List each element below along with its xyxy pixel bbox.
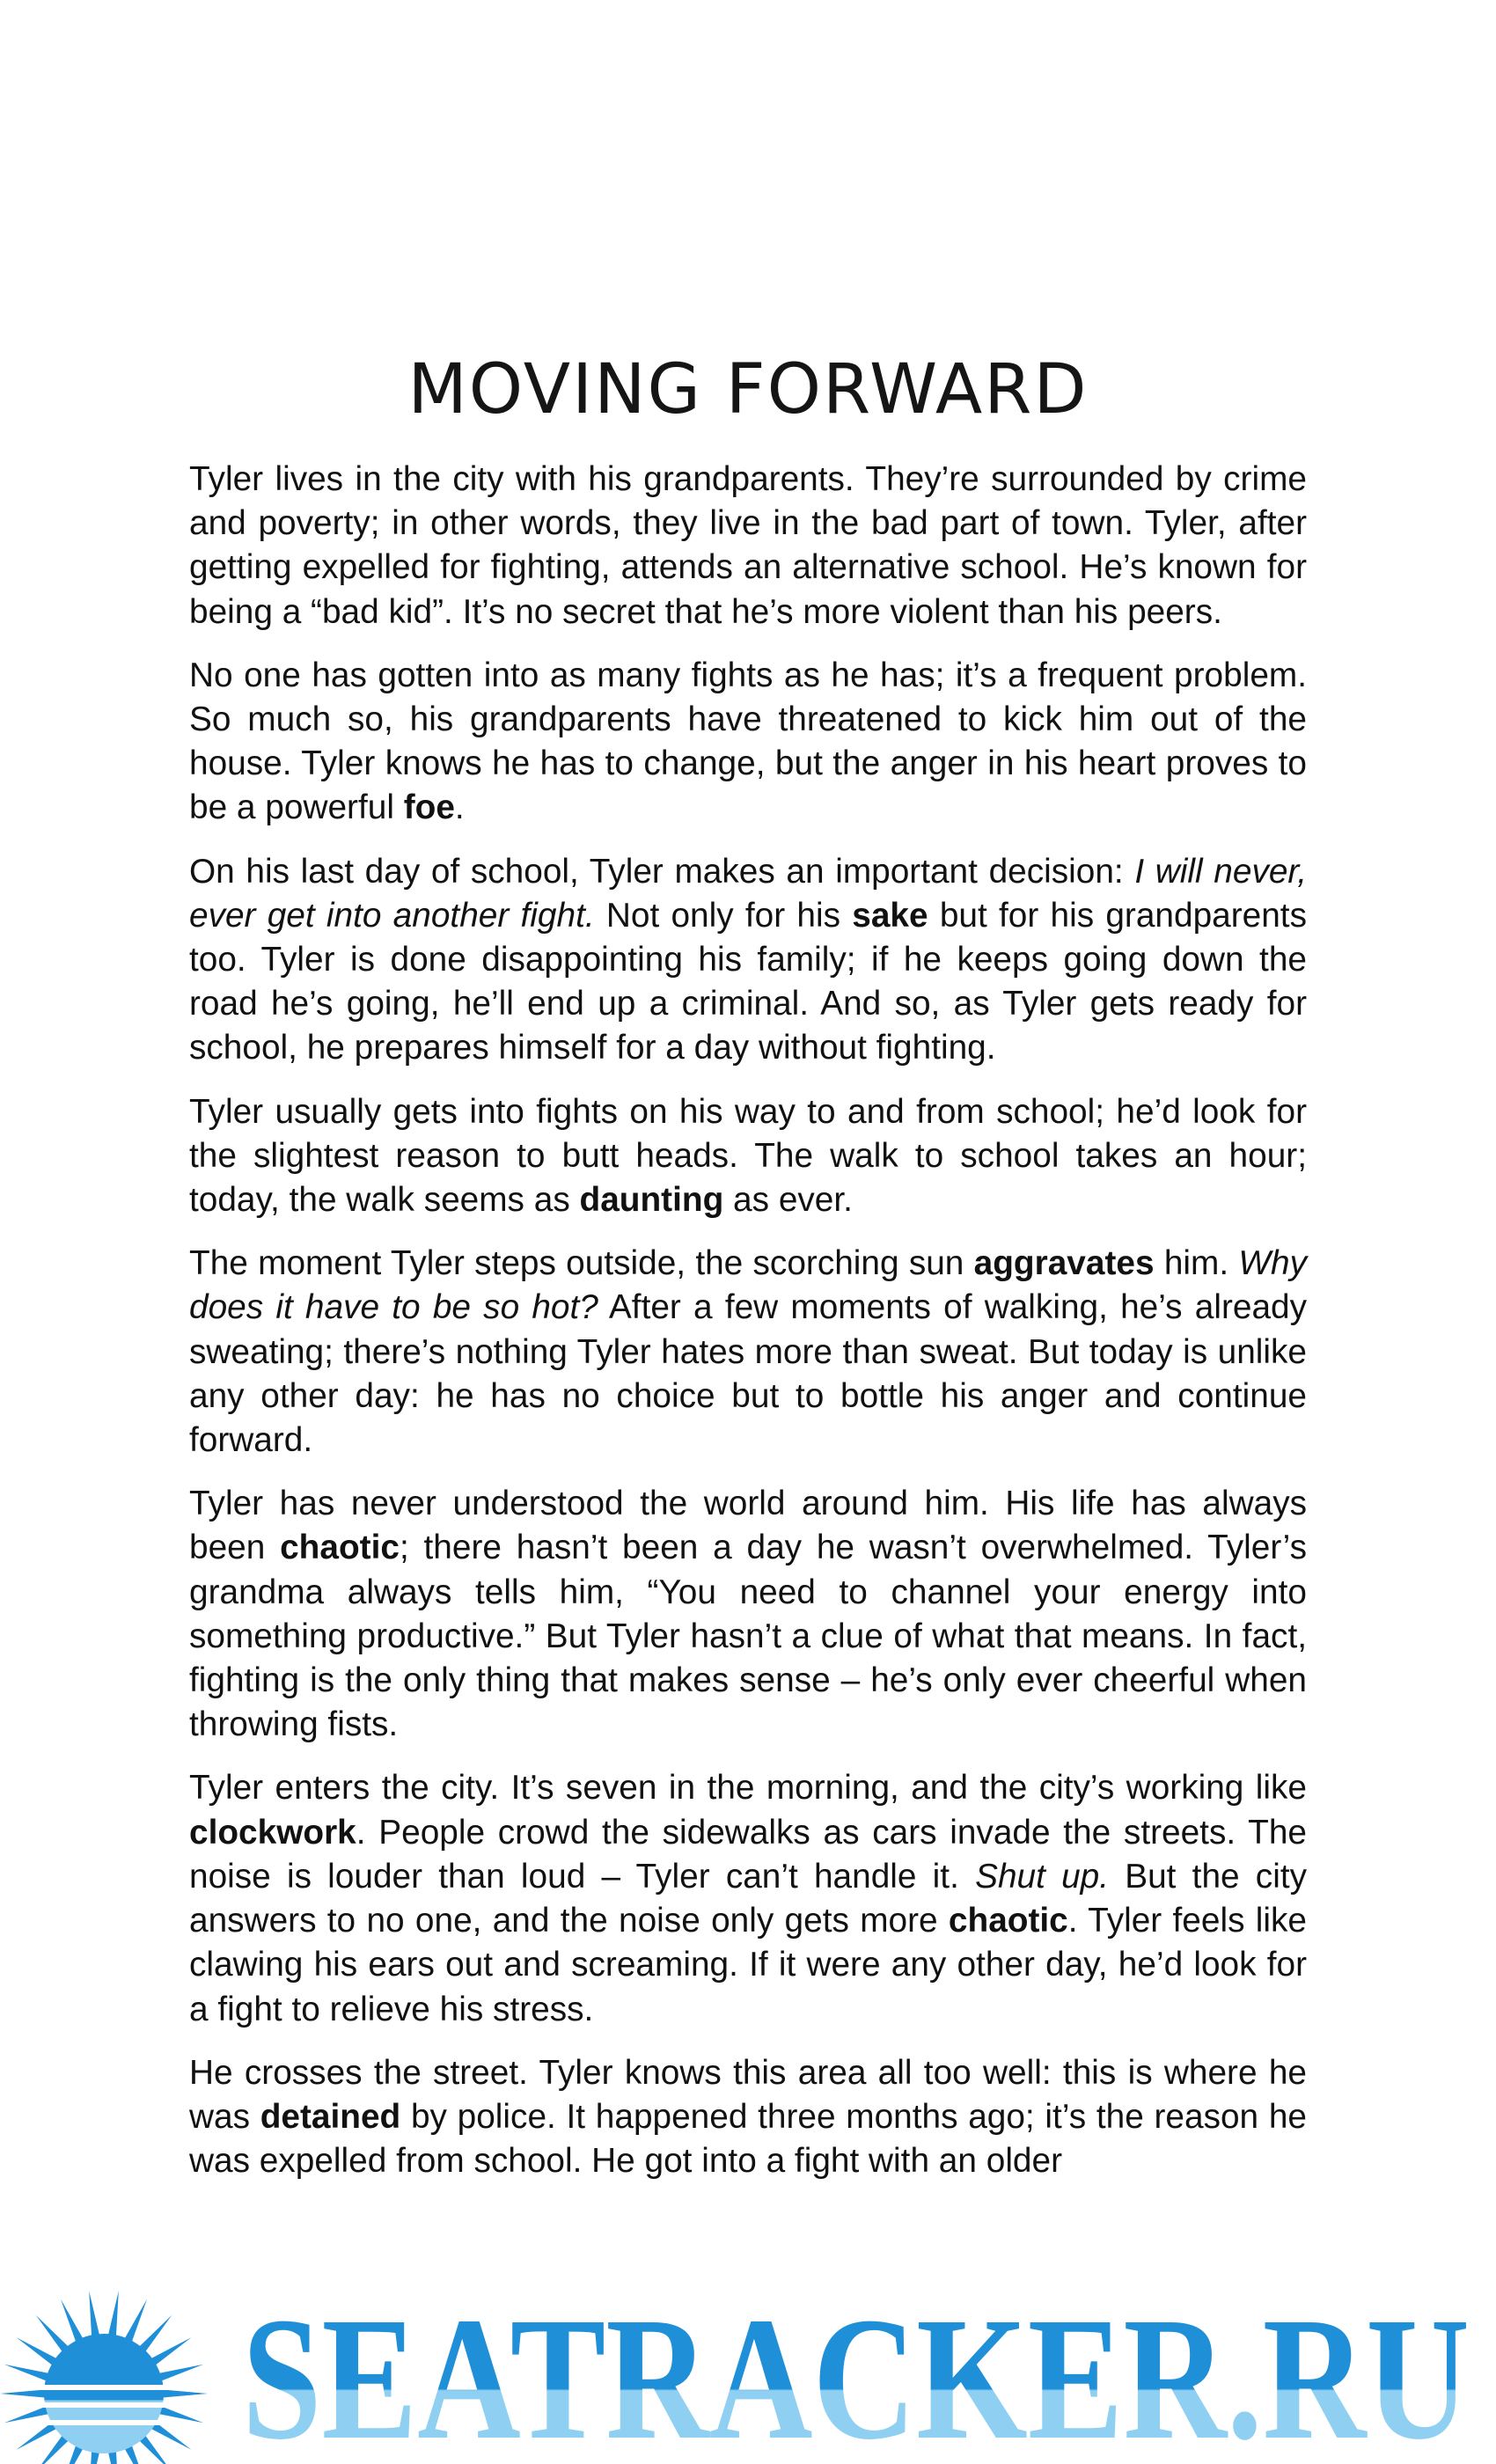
story-body	[189, 458, 1307, 2203]
story-paragraph	[189, 458, 1307, 634]
vocab-word: chaotic	[948, 1902, 1068, 1940]
story-paragraph	[189, 1090, 1307, 1223]
sun-ray	[162, 2389, 208, 2397]
text-run: as ever.	[723, 1181, 853, 1220]
story-paragraph	[189, 2051, 1307, 2184]
text-run: Tyler has never understood the world around him. His life has always been	[189, 1485, 1307, 1567]
text-run: The moment Tyler steps outside, the scorching sun	[189, 1244, 974, 1283]
text-run: After a few moments of walking, he’s already sweating; there’s nothing Tyler hates more than sweat. But today is unlike any other day: he has no choice but to bottle his anger and continue forward.	[189, 1288, 1307, 1460]
text-run: . Tyler feels like clawing his ears out and screaming. If it were any other day, he’d look for a fight to relieve his stress.	[189, 1902, 1308, 2028]
vocab-word: detained	[260, 2097, 401, 2136]
story-paragraph	[189, 1482, 1307, 1747]
vocab-word: daunting	[579, 1181, 724, 1220]
inner-thought: Shut up.	[975, 1857, 1110, 1896]
sun-ray	[150, 2337, 191, 2365]
text-run: Not only for his	[594, 896, 853, 935]
sun-ray	[17, 2337, 57, 2365]
sun-ray	[139, 2435, 172, 2464]
sun-ray	[36, 2315, 70, 2353]
text-run: Tyler usually gets into fights on his way to and from school; he’d look for the slightest reason to butt heads. The walk to school takes an hour; today, the walk seems as	[189, 1092, 1307, 1220]
vocab-word: aggravates	[973, 1244, 1155, 1283]
text-run: ; there hasn’t been a day he wasn’t overwhelmed. Tyler’s grandma always tells him, “You need to channel your energy into something productive.” But Tyler hasn’t a clue of what that means. In fact, fighting is the only thing that makes sense – he’s only ever cheerful when throwing fists.	[189, 1529, 1308, 1744]
sun-ray	[89, 2291, 99, 2336]
sun-ray	[61, 2299, 84, 2343]
vocab-word: foe	[403, 788, 455, 827]
sun-ray	[17, 2422, 57, 2450]
text-run: But the city answers to no one, and the noise only gets more	[189, 1857, 1307, 1940]
sun-ray	[124, 2299, 147, 2343]
sun-ray	[0, 2389, 46, 2397]
sun-ray	[150, 2422, 191, 2450]
text-run: but for his grandparents too. Tyler is done disappointing his family; if he keeps going down the road he’s going, he’ll end up a criminal. And so, as Tyler gets ready for school, he prepares himself for a day without fighting.	[189, 896, 1307, 1067]
story-paragraph	[189, 654, 1307, 831]
sun-ray	[36, 2435, 70, 2464]
story-paragraph	[189, 850, 1307, 1071]
text-run: by police. It happened three months ago; it’s the reason he was expelled from school. He got into a fight with an older	[189, 2097, 1307, 2181]
sun-ray	[158, 2365, 203, 2381]
sun-ray	[139, 2315, 172, 2353]
sun-ray	[108, 2291, 119, 2336]
story-paragraph	[189, 1242, 1307, 1463]
text-run: No one has gotten into as many fights as he has; it’s a frequent problem. So much so, his grandparents have threatened to kick him out of the house. Tyler knows he has to change, but the anger in his heart proves to be a powerful	[189, 656, 1307, 827]
text-run: Tyler enters the city. It’s seven in the morning, and the city’s working like	[189, 1769, 1307, 1808]
watermark	[0, 2253, 1496, 2464]
text-run: him.	[1154, 1244, 1239, 1283]
text-run: . People crowd the sidewalks as cars invade the streets. The noise is louder than loud – Tyler can’t handle it.	[189, 1813, 1307, 1896]
watermark-text: SEATRACKER.RU	[242, 2282, 1470, 2464]
vocab-word: sake	[852, 896, 928, 935]
text-run: On his last day of school, Tyler makes an important decision:	[189, 852, 1135, 891]
inner-thought: I will never, ever get into another fight.	[189, 852, 1307, 935]
sun-ray	[4, 2365, 49, 2381]
inner-thought: Why does it have to be so hot?	[189, 1244, 1307, 1327]
sun-logo-icon	[0, 2291, 208, 2464]
text-run: .	[454, 788, 465, 827]
page-title: MOVING FORWARD	[407, 350, 1089, 429]
text-run: He crosses the street. Tyler knows this area all too well: this is where he was	[189, 2053, 1307, 2136]
vocab-word: clockwork	[189, 1813, 356, 1852]
story-paragraph	[189, 1766, 1307, 2031]
text-run: Tyler lives in the city with his grandparents. They’re surrounded by crime and poverty; in other words, they live in the bad part of town. Tyler, after getting expelled for fighting, attends an alternative school. He’s known for being a “bad kid”. It’s no secret that he’s more violent than his peers.	[189, 460, 1307, 631]
vocab-word: chaotic	[280, 1529, 400, 1567]
